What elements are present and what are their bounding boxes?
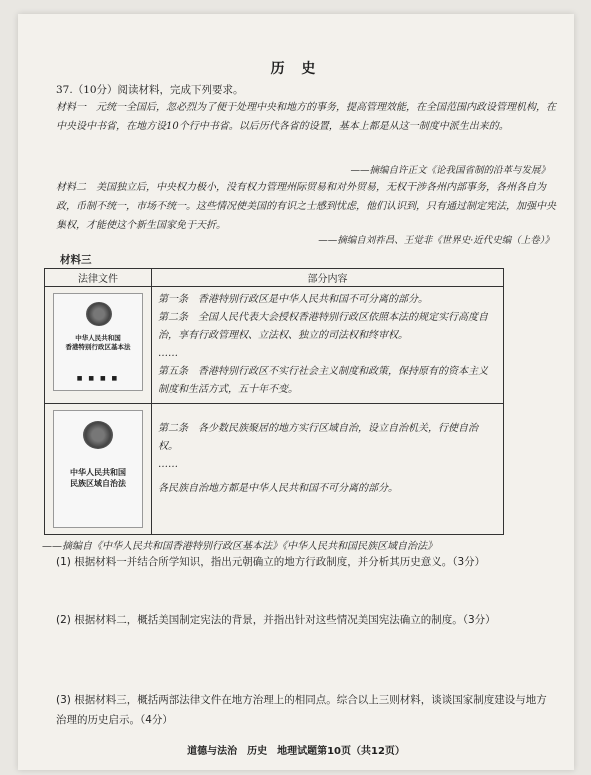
content-cell: [152, 404, 504, 535]
material-1-source: ——摘编自许正文《论我国省制的沿革与发展》: [350, 165, 550, 176]
table-header-content: 部分内容: [152, 269, 504, 287]
sub-question-3: (3) 根据材料三，概括两部法律文件在地方治理上的相同点。综合以上三则材料，谈谈国家制度建设与地方治理的历史启示。（4分）: [56, 694, 547, 726]
material-2: 材料二 美国独立后，中央权力极小，没有权力管理州际贸易和对外贸易，无权干涉各州内部事务，各州各自为政，币制不统一，市场不统一。这些情况使美国的有识之士感到忧虑，他们认识到，只有通过制定宪法，加强中央集权，才能使这个新生国家免于天折。: [56, 182, 556, 231]
material-3-source: ——摘编自《中华人民共和国香港特别行政区基本法》《中华人民共和国民族区域自治法》: [42, 541, 437, 552]
table-header-doc: 法律文件: [45, 269, 152, 287]
table-header-row: [45, 269, 504, 287]
article: 第二条 各少数民族聚居的地方实行区域自治，设立自治机关，行使自治权。: [158, 423, 478, 452]
article: 第一条 香港特别行政区是中华人民共和国不可分离的部分。: [158, 294, 428, 305]
exam-page: [18, 14, 574, 770]
article: 第五条 香港特别行政区不实行社会主义制度和政策，保持原有的资本主义制度和生活方式，五十年不变。: [158, 366, 488, 395]
book-title: 中华人民共和国 香港特别行政区基本法: [65, 334, 131, 351]
article: 第二条 全国人民代表大会授权香港特别行政区依照本法的规定实行高度自治，享有行政管理权、立法权、独立的司法权和终审权。: [158, 312, 488, 341]
article: 各民族自治地方都是中华人民共和国不可分离的部分。: [158, 483, 398, 494]
national-emblem-icon: [86, 302, 112, 326]
ellipsis: ……: [158, 459, 178, 470]
ellipsis: ……: [158, 348, 178, 359]
book-publisher: ■ ■ ■ ■: [76, 375, 120, 382]
page-footer: 道德与法治 历史 地理试题第10页（共12页）: [187, 746, 405, 757]
doc-cell: [45, 404, 152, 535]
table-row: [45, 404, 504, 535]
book-title: 中华人民共和国 民族区域自治法: [70, 468, 126, 488]
question-heading: 37.（10分）阅读材料，完成下列要求。: [56, 84, 244, 96]
autonomy-law-cover-image: [53, 410, 143, 528]
law-table: [44, 268, 504, 535]
table-row: [45, 287, 504, 404]
content-cell: [152, 287, 504, 404]
material-3-label: 材料三: [60, 254, 92, 266]
material-1: 材料一 元统一全国后，忽必烈为了便于处理中央和地方的事务，提高管理效能，在全国范围内政设管理机构，在中央设中书省，在地方设10个行中书省。以后历代各省的设置，基本上都是从这一制度中派生出来的。: [56, 102, 556, 132]
sub-question-1: (1) 根据材料一并结合所学知识，指出元朝确立的地方行政制度，并分析其历史意义。（3分）: [56, 556, 486, 568]
doc-cell: [45, 287, 152, 404]
national-emblem-icon: [83, 421, 113, 449]
sub-question-2: (2) 根据材料二，概括美国制定宪法的背景，并指出针对这些情况美国宪法确立的制度。（3分）: [56, 614, 496, 626]
material-2-source: ——摘编自刘祚昌、王觉非《世界史·近代史编（上卷）》: [318, 235, 554, 246]
basic-law-cover-image: [53, 293, 143, 391]
page-title: 历 史: [270, 61, 322, 77]
